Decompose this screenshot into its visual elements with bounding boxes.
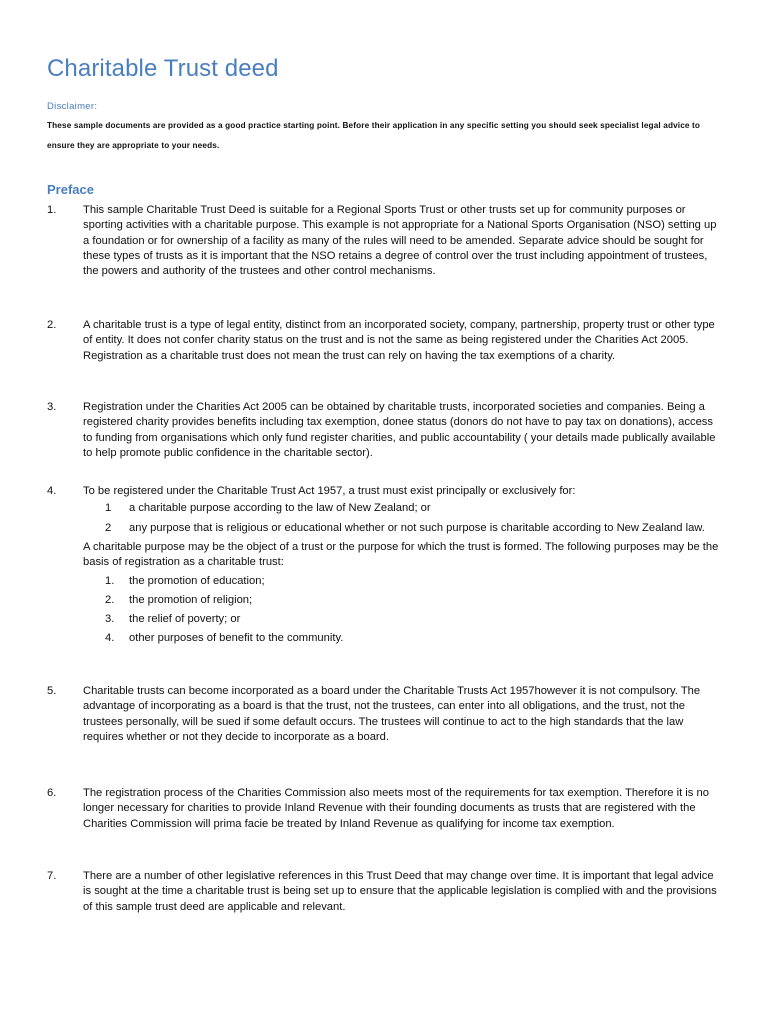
list-item [83, 593, 723, 608]
item-text: Charitable trusts can become incorporated as a board under the Charitable Trusts Act 1957however it is not compulsory. The advantage of incorporating as a board is that the trust, not the trustees, can enter into all obligations, and the trust, not the trustees personally, will be sued if some default occurs. The trustees will continue to act to the high standards that the law requires whether or not they decide to incorporate as a board. [83, 685, 701, 743]
list-item [83, 631, 723, 646]
item-text: Registration under the Charities Act 2005 can be obtained by charitable trusts, incorporated societies and companies. Being a registered charity provides benefits including tax exemption, donee status (donors do not have to pay tax on donations), access to funding from organisations which only fund register charities, and public accountability ( your details made publically available to help promote public confidence in the charitable sector). [83, 401, 716, 459]
item-number: 2. [47, 319, 57, 331]
list-item [83, 501, 723, 516]
preface-item-3 [47, 400, 727, 461]
preface-item-2 [47, 318, 727, 364]
list-text: other purposes of benefit to the community. [129, 631, 344, 644]
item-text: The registration process of the Charities Commission also meets most of the requirements for tax exemption. Therefore it is no longer necessary for charities to provide Inland Revenue with their founding documents as trusts that are registered with the Charities Commission will prima facie be treated by Inland Revenue as qualifying for income tax exemption. [83, 787, 709, 830]
preface-item-5 [47, 684, 727, 745]
preface-item-4 [47, 484, 727, 650]
list-text: the relief of poverty; or [129, 613, 241, 626]
item-text: To be registered under the Charitable Trust Act 1957, a trust must exist principally or exclusively for: [83, 485, 576, 497]
list-number: 1. [105, 575, 115, 588]
item-number: 3. [47, 401, 57, 413]
list-number: 1 [105, 502, 112, 515]
list-item [83, 521, 723, 536]
list-item [83, 574, 723, 589]
list-number: 2 [105, 521, 112, 534]
sub-list-a [83, 501, 723, 536]
list-number: 2. [105, 594, 115, 607]
list-item [83, 612, 723, 627]
item-number: 1. [47, 204, 57, 216]
list-number: 3. [105, 613, 115, 626]
list-text: the promotion of religion; [129, 594, 253, 607]
item-number: 4. [47, 485, 57, 497]
disclaimer-text: These sample documents are provided as a good practice starting point. Before their application in any specific setting you should seek specialist legal advice to ensure they are appropriate to your needs. [47, 121, 701, 150]
item-follow-text: A charitable purpose may be the object of a trust or the purpose for which the trust is formed. The following purposes may be the basis of registration as a charitable trust: [83, 540, 719, 569]
list-text: a charitable purpose according to the law of New Zealand; or [129, 502, 431, 515]
item-text: This sample Charitable Trust Deed is suitable for a Regional Sports Trust or other trusts set up for community purposes or sporting activities with a charitable purpose. This example is not appropriate for a National Sports Organisation (NSO) setting up a foundation or for ownership of a facility as many of the rules will need to be amended. Separate advice should be sought for these types of trusts as it is important that the NSO retains a degree of control over the trust including appointment of trustees, the powers and authority of the trustees and other control mechanisms. [83, 204, 717, 278]
list-text: the promotion of education; [129, 575, 265, 588]
item-number: 7. [47, 870, 57, 882]
item-text: There are a number of other legislative references in this Trust Deed that may change over time. It is important that legal advice is sought at the time a charitable trust is being set up to ensure that the applicable legislation is complied with and the provisions of this sample trust deed are applicable and relevant. [83, 870, 717, 913]
item-number: 5. [47, 685, 57, 697]
list-text: any purpose that is religious or educational whether or not such purpose is charitable according to New Zealand law. [129, 521, 705, 534]
list-number: 4. [105, 631, 115, 644]
item-text: A charitable trust is a type of legal entity, distinct from an incorporated society, company, partnership, property trust or other type of entity. It does not confer charity status on the trust and is not the same as being registered under the Charities Act 2005. Registration as a charitable trust does not mean the trust can rely on having the tax exemptions of a charity. [83, 319, 715, 362]
preface-item-7 [47, 869, 727, 915]
document-title: Charitable Trust deed [47, 55, 279, 82]
disclaimer-label: Disclaimer: [47, 101, 98, 112]
sub-list-b [83, 574, 723, 646]
preface-item-1 [47, 203, 727, 279]
preface-item-6 [47, 786, 727, 832]
preface-heading: Preface [47, 182, 94, 197]
item-number: 6. [47, 787, 57, 799]
